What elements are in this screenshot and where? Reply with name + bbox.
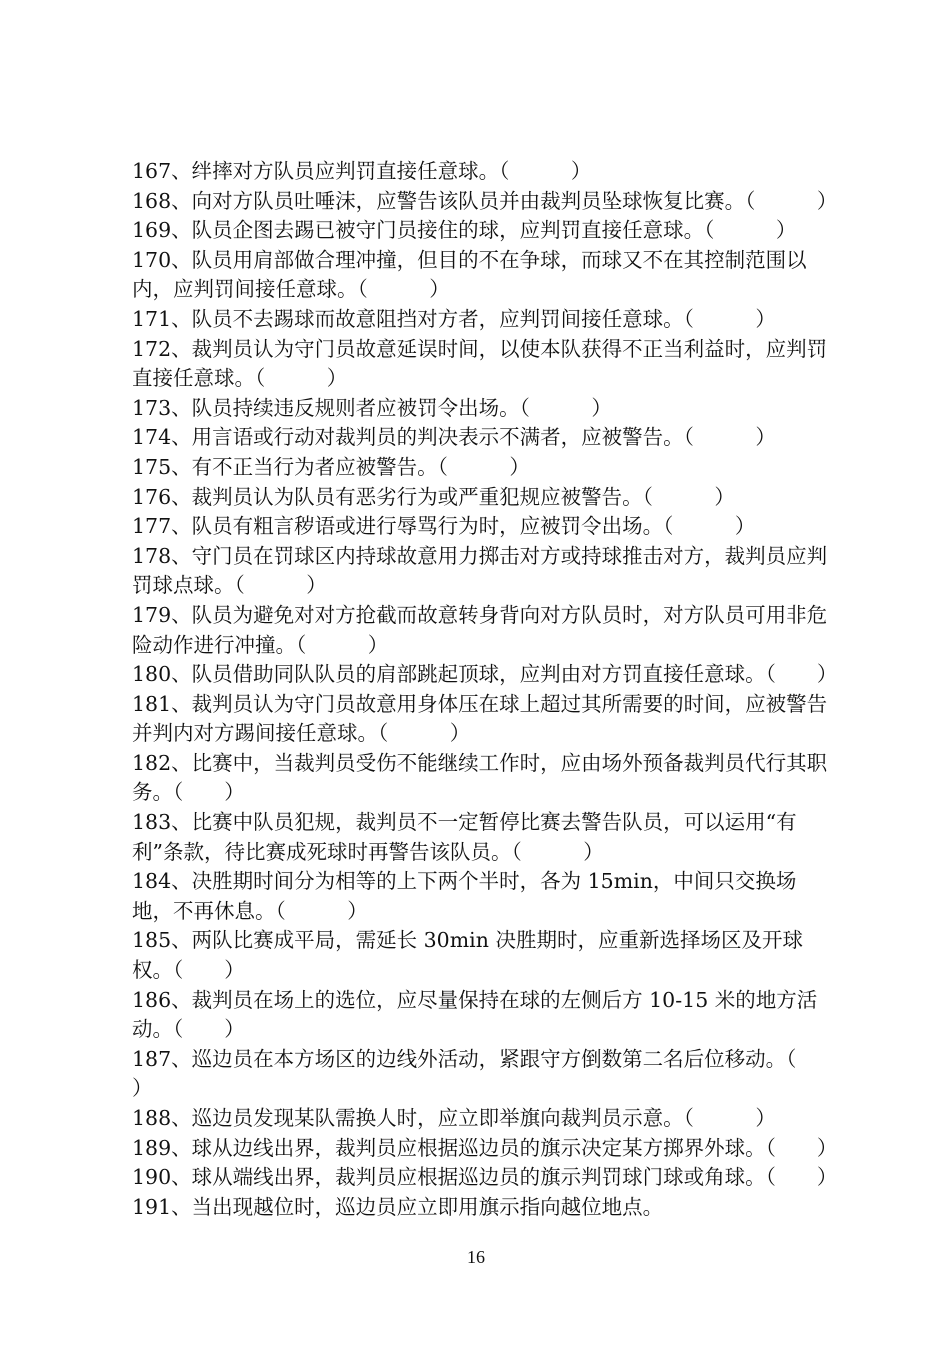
question-item: 189、球从边线出界，裁判员应根据巡边员的旗示决定某方掷界外球。（ ） xyxy=(132,1135,838,1160)
question-item: 181、裁判员认为守门员故意用身体压在球上超过其所需要的时间，应被警告并判内对方踢间接任意球。（ ） xyxy=(132,691,828,746)
page-number: 16 xyxy=(467,1247,485,1267)
question-item: 169、队员企图去踢已被守门员接住的球，应判罚直接任意球。（ ） xyxy=(132,218,797,243)
question-item: 180、队员借助同队队员的肩部跳起顶球，应判由对方罚直接任意球。（ ） xyxy=(132,662,838,687)
question-item: 187、巡边员在本方场区的边线外活动，紧跟守方倒数第二名后位移动。（ ） xyxy=(132,1046,838,1101)
question-item: 174、用言语或行动对裁判员的判决表示不满者，应被警告。（ ） xyxy=(132,425,776,450)
question-item: 182、比赛中，当裁判员受伤不能继续工作时，应由场外预备裁判员代行其职务。（ ） xyxy=(132,750,828,805)
question-item: 168、向对方队员吐唾沫，应警告该队员并由裁判员坠球恢复比赛。（ ） xyxy=(132,188,838,213)
question-item: 179、队员为避免对对方抢截而故意转身背向对方队员时，对方队员可用非危险动作进行冲撞。（ ） xyxy=(132,602,828,657)
question-item: 170、队员用肩部做合理冲撞，但目的不在争球，而球又不在其控制范围以内，应判罚间接任意球。（ ） xyxy=(132,247,807,302)
question-item: 175、有不正当行为者应被警告。（ ） xyxy=(132,454,530,479)
question-item: 191、当出现越位时，巡边员应立即用旗示指向越位地点。 xyxy=(132,1194,664,1219)
question-item: 173、队员持续违反规则者应被罚令出场。（ ） xyxy=(132,395,612,420)
question-item: 190、球从端线出界，裁判员应根据巡边员的旗示判罚球门球或角球。（ ） xyxy=(132,1165,838,1190)
question-item: 177、队员有粗言秽语或进行辱骂行为时，应被罚令出场。（ ） xyxy=(132,514,756,539)
question-item: 167、绊摔对方队员应判罚直接任意球。（ ） xyxy=(132,159,592,183)
question-item: 171、队员不去踢球而故意阻挡对方者，应判罚间接任意球。（ ） xyxy=(132,306,776,331)
question-item: 186、裁判员在场上的选位，应尽量保持在球的左侧后方 10-15 米的地方活动。（ ） xyxy=(132,987,818,1042)
question-item: 172、裁判员认为守门员故意延误时间，以使本队获得不正当利益时，应判罚直接任意球。（ ） xyxy=(132,336,828,391)
question-list xyxy=(132,157,838,1222)
question-item: 176、裁判员认为队员有恶劣行为或严重犯规应被警告。（ ） xyxy=(132,484,735,509)
question-item: 183、比赛中队员犯规，裁判员不一定暂停比赛去警告队员，可以运用“有利”条款，待比赛成死球时再警告该队员。（ ） xyxy=(132,810,797,864)
question-item: 185、两队比赛成平局，需延长 30min 决胜期时，应重新选择场区及开球权。（ ） xyxy=(132,928,803,983)
question-item: 184、决胜期时间分为相等的上下两个半时，各为 15min，中间只交换场地，不再休息。（ ） xyxy=(132,869,797,923)
question-item: 178、守门员在罚球区内持球故意用力掷击对方或持球推击对方，裁判员应判罚球点球。（ ） xyxy=(132,543,828,598)
question-item: 188、巡边员发现某队需换人时，应立即举旗向裁判员示意。（ ） xyxy=(132,1106,776,1130)
